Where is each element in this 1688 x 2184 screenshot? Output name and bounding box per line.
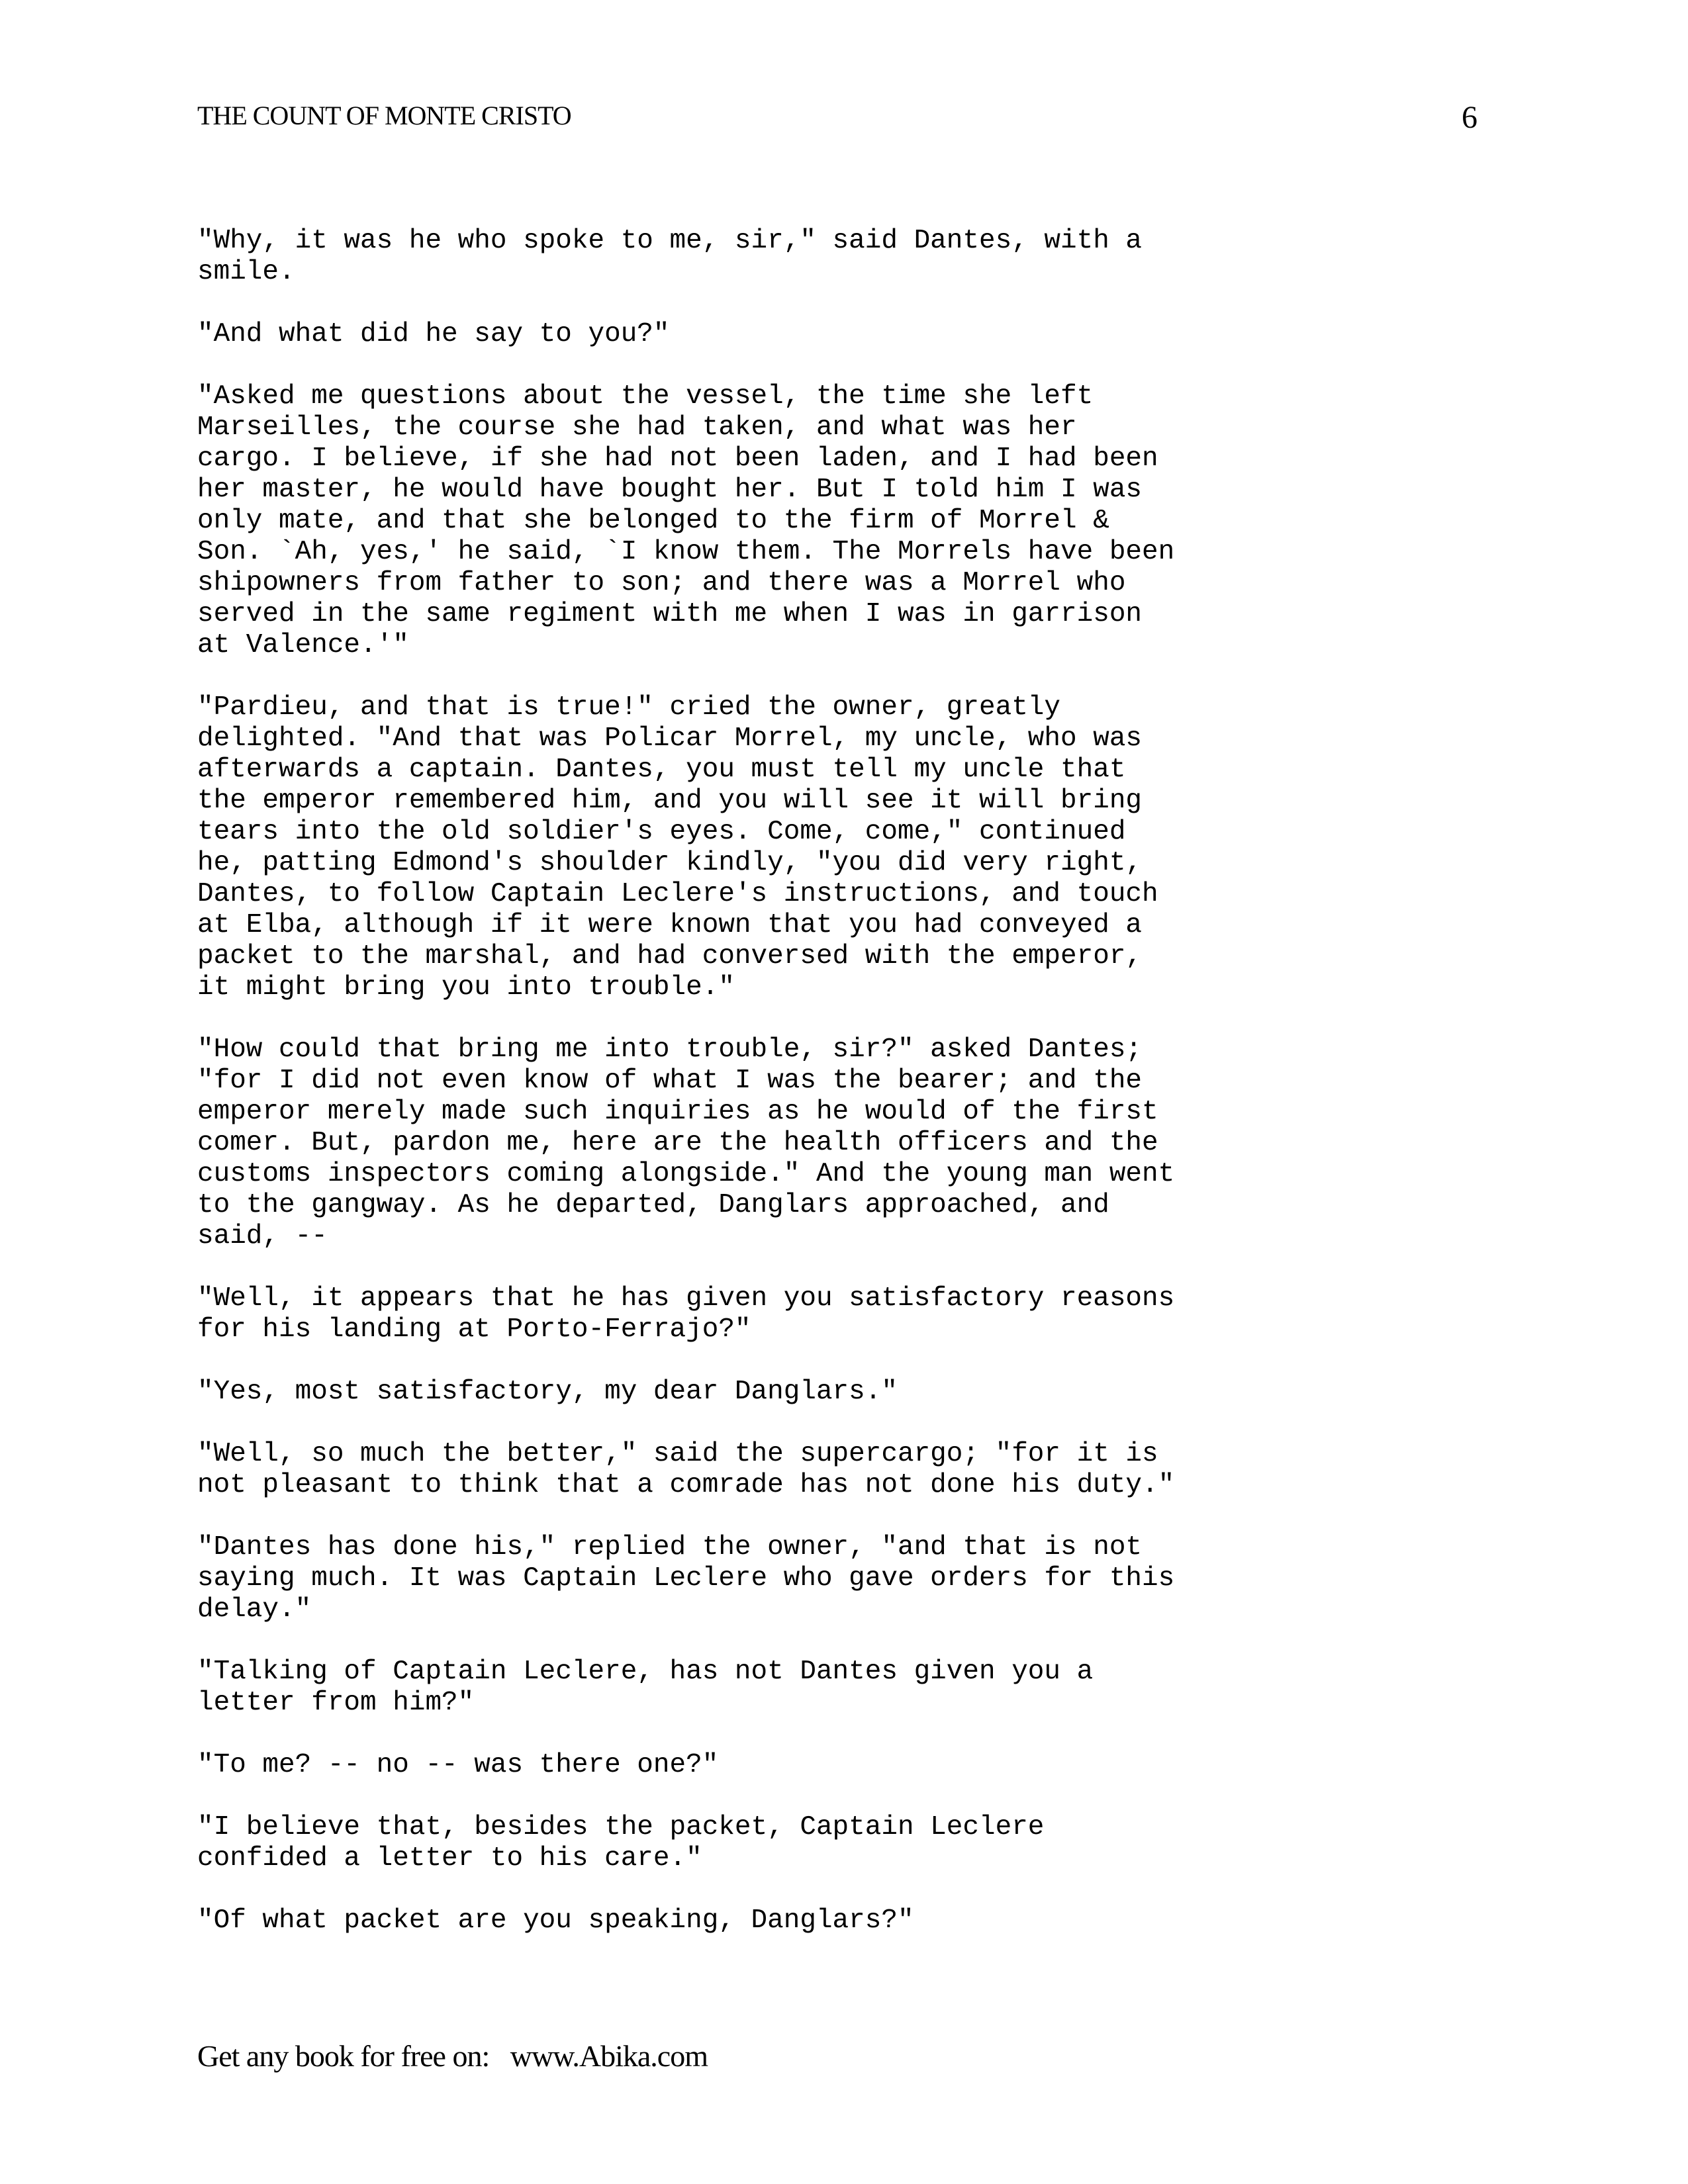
text-line: said, -- [197,1221,328,1251]
text-line: for his landing at Porto-Ferrajo?" [197,1314,751,1345]
text-line: "Well, so much the better," said the supercargo; "for it is [197,1439,1158,1469]
text-line: "Why, it was he who spoke to me, sir," said Dantes, with a [197,226,1143,256]
running-header-title: THE COUNT OF MONTE CRISTO [197,101,571,130]
text-line: not pleasant to think that a comrade has not done his duty." [197,1470,1175,1500]
text-line: "Well, it appears that he has given you satisfactory reasons [197,1283,1175,1314]
text-line: Marseilles, the course she had taken, and what was her [197,412,1077,443]
text-line: "I believe that, besides the packet, Captain Leclere [197,1812,1045,1843]
footer-promo-text: Get any book for free on: www.Abika.com [197,2039,708,2073]
paragraph [197,1657,1455,1719]
text-line: "Asked me questions about the vessel, the time she left [197,381,1094,412]
text-line: "for I did not even know of what I was the bearer; and the [197,1066,1143,1096]
text-line: customs inspectors coming alongside." And the young man went [197,1159,1175,1189]
book-body-text [197,226,1455,1968]
paragraph [197,1532,1455,1625]
text-line: letter from him?" [197,1688,475,1718]
text-line: packet to the marshal, and had conversed with the emperor, [197,941,1143,972]
text-line: Dantes, to follow Captain Leclere's instructions, and touch [197,879,1158,909]
text-line: "How could that bring me into trouble, sir?" asked Dantes; [197,1034,1143,1065]
page-number: 6 [1462,100,1477,135]
paragraph [197,1812,1455,1874]
text-line: her master, he would have bought her. But I told him I was [197,475,1143,505]
text-line: Son. `Ah, yes,' he said, `I know them. The Morrels have been [197,537,1175,567]
text-line: "To me? -- no -- was there one?" [197,1750,719,1780]
text-line: emperor merely made such inquiries as he would of the first [197,1097,1158,1127]
paragraph [197,319,1455,350]
text-line: at Valence.'" [197,630,409,660]
text-line: delighted. "And that was Policar Morrel, my uncle, who was [197,723,1143,754]
text-line: tears into the old soldier's eyes. Come, come," continued [197,817,1126,847]
paragraph [197,226,1455,288]
paragraph [197,1034,1455,1252]
text-line: smile. [197,257,295,287]
text-line: cargo. I believe, if she had not been laden, and I had been [197,443,1158,474]
text-line: comer. But, pardon me, here are the health officers and the [197,1128,1158,1158]
paragraph [197,1905,1455,1936]
paragraph [197,1377,1455,1408]
text-line: saying much. It was Captain Leclere who gave orders for this [197,1563,1175,1594]
text-line: "Dantes has done his," replied the owner, "and that is not [197,1532,1143,1563]
text-line: at Elba, although if it were known that you had conveyed a [197,910,1143,940]
paragraph [197,692,1455,1003]
paragraph [197,1750,1455,1781]
text-line: only mate, and that she belonged to the firm of Morrel & [197,506,1109,536]
text-line: he, patting Edmond's shoulder kindly, "you did very right, [197,848,1143,878]
text-line: delay." [197,1594,312,1625]
paragraph [197,381,1455,661]
text-line: afterwards a captain. Dantes, you must tell my uncle that [197,754,1126,785]
text-line: served in the same regiment with me when I was in garrison [197,599,1143,629]
text-line: "Of what packet are you speaking, Danglars?" [197,1905,914,1936]
text-line: "Pardieu, and that is true!" cried the owner, greatly [197,692,1061,723]
text-line: confided a letter to his care." [197,1843,702,1874]
text-line: "And what did he say to you?" [197,319,670,349]
text-line: "Yes, most satisfactory, my dear Danglars." [197,1377,898,1407]
paragraph [197,1283,1455,1345]
paragraph [197,1439,1455,1501]
text-line: it might bring you into trouble." [197,972,735,1003]
text-line: "Talking of Captain Leclere, has not Dantes given you a [197,1657,1094,1687]
text-line: shipowners from father to son; and there was a Morrel who [197,568,1126,598]
text-line: to the gangway. As he departed, Danglars approached, and [197,1190,1109,1220]
text-line: the emperor remembered him, and you will see it will bring [197,786,1143,816]
